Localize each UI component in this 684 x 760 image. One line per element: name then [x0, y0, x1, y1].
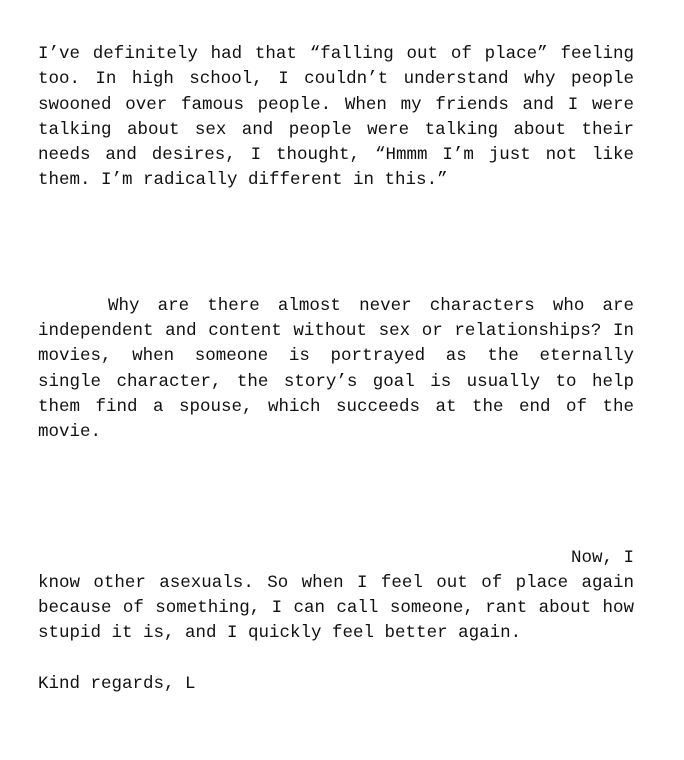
signoff: Kind regards, L — [38, 674, 196, 695]
paragraph-falling-out-of-place: I’ve definitely had that “falling out of place” feeling too. In high school, I couldn’t understand why people swooned over famous people. When my friends and I were talking about sex and people were talking about their needs and desires, I thought, “Hmmm I’m just not like them. I’m radically different in this.” — [38, 44, 634, 191]
paragraph-movie-characters: Why are there almost never characters who are independent and content without sex or relationships? In movies, when someone is portrayed as the eternally single character, the story’s goal is usually to help them find a spouse, which succeeds at the end of the movie. — [38, 295, 634, 443]
letter-page — [38, 42, 634, 697]
paragraph-now-lead: Now, I — [570, 547, 634, 568]
paragraph-know-other-asexuals: know other asexuals. So when I feel out of place again because of something, I can call someone, rant about how stupid it is, and I quickly feel better again. — [38, 572, 634, 644]
